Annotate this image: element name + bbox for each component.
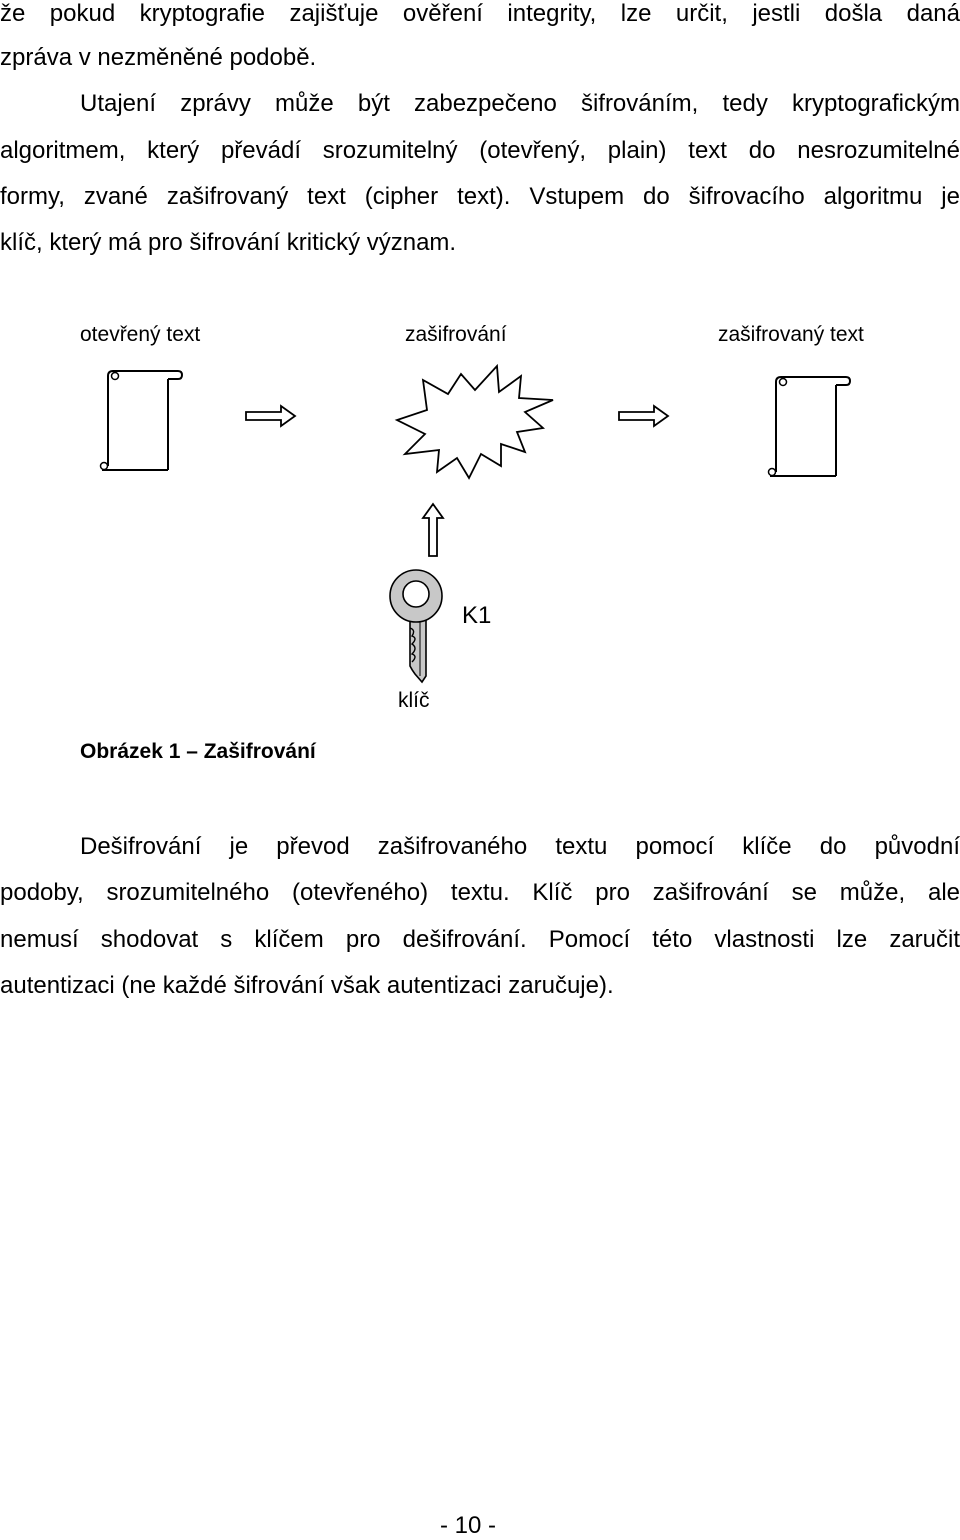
key-label: klíč (398, 689, 430, 712)
ciphertext-label: zašifrovaný text (718, 323, 864, 346)
scroll-icon (96, 366, 186, 476)
paragraph-2-line-3: formy, zvané zašifrovaný text (cipher text). Vstupem do šifrovacího algoritmu je (0, 183, 960, 210)
figure-caption: Obrázek 1 – Zašifrování (80, 740, 316, 763)
page-number: - 10 - (439, 1512, 496, 1539)
paragraph-3-line-3: nemusí shodovat s klíčem pro dešifrování. Pomocí této vlastnosti lze zaručit (0, 926, 960, 953)
explosion-icon (393, 362, 558, 487)
key-id-label: K1 (462, 602, 492, 629)
paragraph-1-line-2: zpráva v nezměněné podobě. (0, 44, 317, 71)
scroll-icon (764, 372, 854, 482)
paragraph-3-line-4: autentizaci (ne každé šifrování však autentizaci zaručuje). (0, 972, 614, 999)
arrow-right-icon (618, 404, 670, 428)
arrow-right-icon (245, 404, 297, 428)
arrow-up-icon (421, 502, 445, 558)
paragraph-1-line-1: že pokud kryptografie zajišťuje ověření integrity, lze určit, jestli došla daná (0, 0, 960, 27)
paragraph-2-line-2: algoritmem, který převádí srozumitelný (otevřený, plain) text do nesrozumitelné (0, 137, 960, 164)
paragraph-2-line-4: klíč, který má pro šifrování kritický význam. (0, 229, 457, 256)
encryption-label: zašifrování (405, 323, 507, 346)
paragraph-3-line-1: Dešifrování je převod zašifrovaného textu pomocí klíče do původní (80, 833, 960, 860)
paragraph-2-line-1: Utajení zprávy může být zabezpečeno šifrováním, tedy kryptografickým (80, 90, 960, 117)
key-icon (388, 566, 448, 686)
paragraph-3-line-2: podoby, srozumitelného (otevřeného) textu. Klíč pro zašifrování se může, ale (0, 879, 960, 906)
plaintext-label: otevřený text (80, 323, 201, 346)
